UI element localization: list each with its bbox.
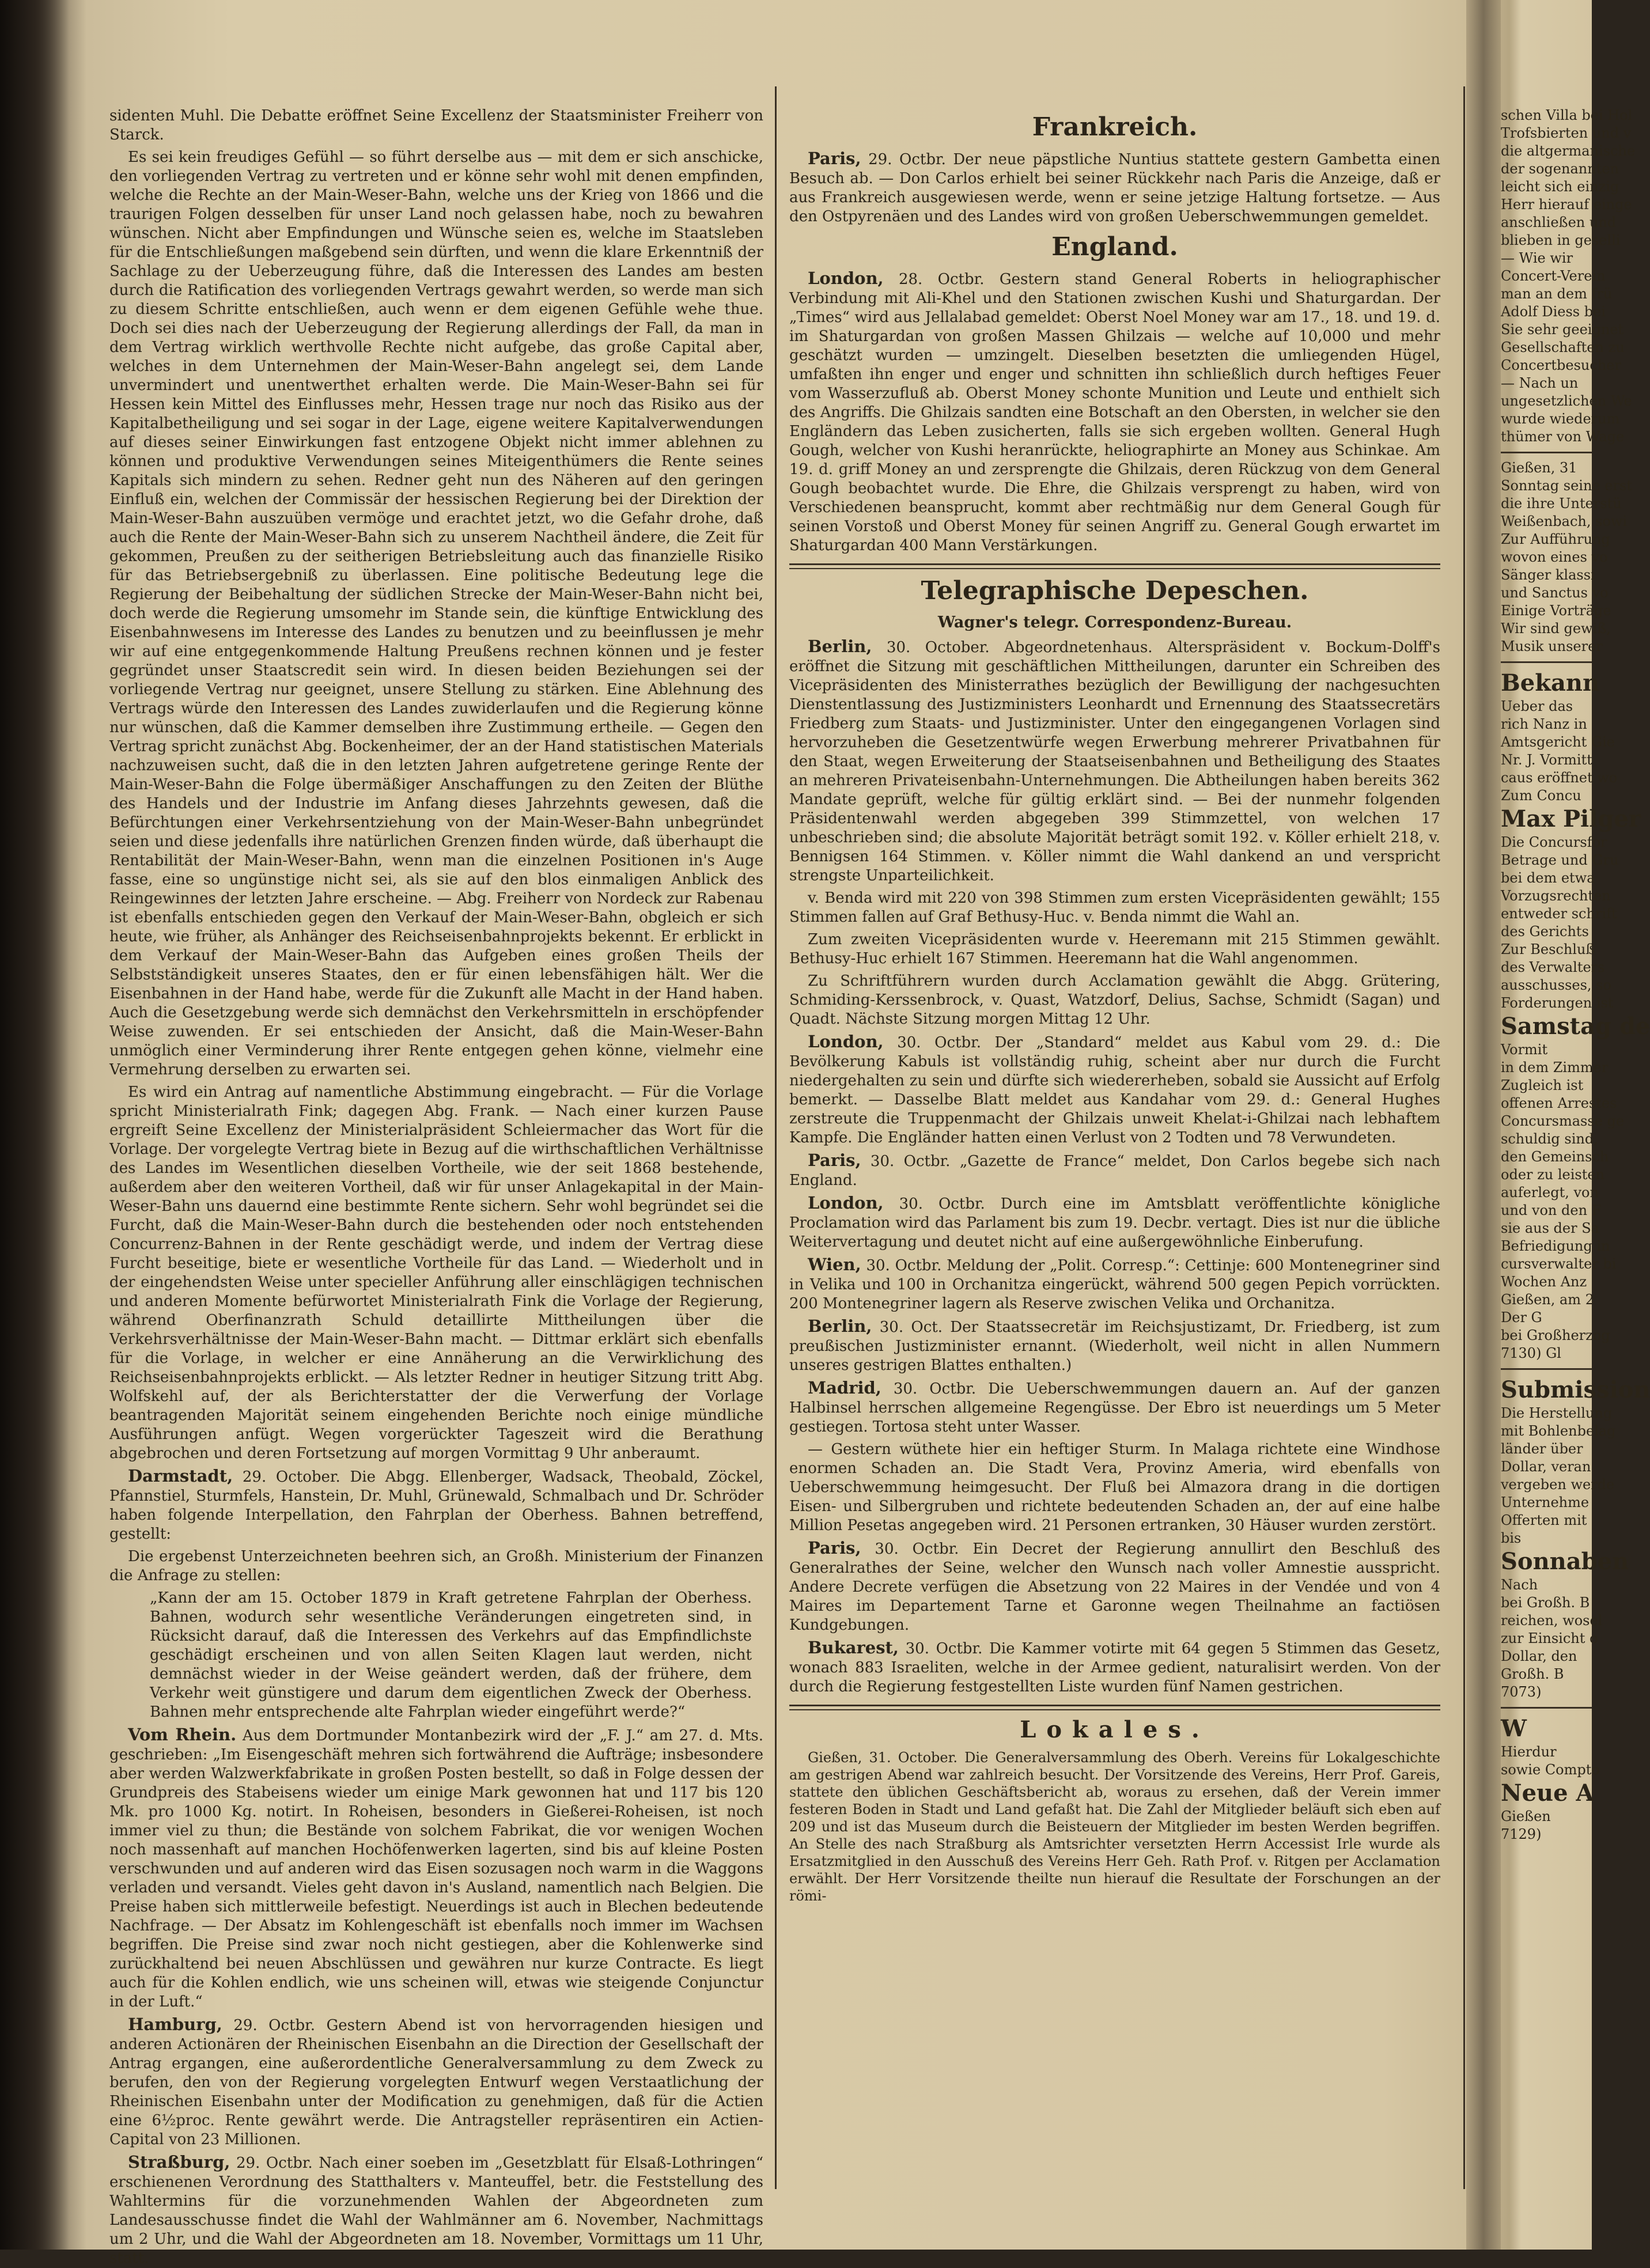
page-gutter-shadow bbox=[1466, 0, 1501, 2250]
article-paragraph: Offerten mit bbox=[1501, 1512, 1587, 1528]
article-paragraph: schuldig sind, bbox=[1501, 1131, 1598, 1147]
article-paragraph: wurde wiederum bbox=[1501, 411, 1620, 427]
article-paragraph: Die ergebenst Unterzeichneten beehren sich, an Großh. Ministerium der Finanzen die Anfrage zu stellen: bbox=[109, 1548, 763, 1584]
article-paragraph: v. Benda wird mit 220 von 398 Stimmen zum ersten Vicepräsidenten gewählt; 155 Stimmen fallen auf Graf Bethusy-Huc. v. Benda nimmt die Wahl an. bbox=[789, 889, 1440, 926]
dateline-paragraph bbox=[789, 1539, 1440, 1635]
cut-heading: Samstag de bbox=[1501, 1013, 1650, 1040]
article-paragraph: Adolf Diess bei bbox=[1501, 304, 1606, 320]
article-paragraph: bei Großherzog bbox=[1501, 1327, 1610, 1343]
section-rule bbox=[1501, 1707, 1592, 1709]
article-paragraph: Sänger klassi bbox=[1501, 567, 1595, 583]
article-paragraph: 7073) bbox=[1501, 1684, 1542, 1700]
article-paragraph: Großh. B bbox=[1501, 1666, 1564, 1682]
article-paragraph: entweder schrift bbox=[1501, 906, 1617, 922]
dateline-paragraph bbox=[109, 2015, 763, 2149]
article-paragraph: des Gerichts bbox=[1501, 923, 1589, 940]
page-fold-shadow bbox=[0, 0, 86, 2250]
article-paragraph: caus eröffnet wo bbox=[1501, 770, 1618, 786]
article-paragraph: bis bbox=[1501, 1530, 1522, 1546]
dateline-text: 30. Octbr. Durch eine im Amtsblatt veröffentlichte königliche Proclamation wird das Parlament bis zum 19. Decbr. vertagt. Dies ist nur die übliche Weitervertagung und deutet nicht auf eine außergewöhnliche Einberufung. bbox=[789, 1195, 1440, 1251]
section-rule bbox=[789, 563, 1440, 569]
section-heading: Telegraphische Depeschen. bbox=[921, 576, 1309, 605]
article-paragraph: den Gemeinsch bbox=[1501, 1149, 1609, 1165]
section-heading: Lokales. bbox=[1020, 1716, 1210, 1743]
article-paragraph: sowie Compto bbox=[1501, 1762, 1600, 1778]
dateline-place: London, bbox=[808, 1032, 884, 1051]
article-paragraph: Einige Vorträge bbox=[1501, 603, 1611, 619]
section-rule bbox=[1501, 661, 1592, 663]
article-paragraph: ungesetzlichen We bbox=[1501, 393, 1632, 409]
article-paragraph: wovon eines vo bbox=[1501, 549, 1608, 565]
cut-heading: W bbox=[1501, 1715, 1527, 1742]
dateline-text: 30. Octbr. „Gazette de France“ meldet, Don Carlos begebe sich nach England. bbox=[789, 1153, 1440, 1189]
article-paragraph: — Wie wir bbox=[1501, 250, 1573, 266]
article-paragraph: Zu Schriftführern wurden durch Acclamation gewählt die Abgg. Grütering, Schmiding-Kerssenbrock, v. Quast, Watzdorf, Delius, Sachse, Schmidt (Sagan) und Quadt. Nächste Sitzung morgen Mittag 12 Uhr. bbox=[789, 972, 1440, 1028]
article-paragraph: des Verwalters bbox=[1501, 959, 1605, 975]
dateline-paragraph bbox=[109, 2153, 763, 2268]
dateline-paragraph bbox=[789, 269, 1440, 555]
column-rule-right bbox=[1463, 86, 1465, 2189]
dateline-paragraph bbox=[789, 149, 1440, 226]
article-paragraph: Amtsgericht Gie bbox=[1501, 734, 1615, 750]
article-paragraph: ausschusses, so bbox=[1501, 977, 1611, 993]
dateline-place: Madrid, bbox=[808, 1378, 881, 1398]
article-paragraph: Concertbesucher bbox=[1501, 357, 1621, 373]
article-paragraph: Ueber das bbox=[1501, 698, 1573, 714]
article-paragraph: Zur Aufführung bbox=[1501, 531, 1610, 547]
article-paragraph: Musik unserer bbox=[1501, 638, 1603, 654]
article-paragraph: Dollar, den bbox=[1501, 1648, 1577, 1664]
dateline-paragraph bbox=[789, 1317, 1440, 1375]
dateline-place: Berlin, bbox=[808, 637, 872, 656]
article-paragraph: oder zu leisten bbox=[1501, 1167, 1605, 1183]
article-paragraph: anschließen und bbox=[1501, 214, 1617, 230]
article-paragraph: reichen, wosel bbox=[1501, 1612, 1603, 1629]
section-heading: England. bbox=[1051, 232, 1178, 262]
article-paragraph: bei Großh. B bbox=[1501, 1595, 1590, 1611]
article-paragraph: Gesellschaften zu bbox=[1501, 339, 1625, 355]
article-paragraph: Nach bbox=[1501, 1577, 1538, 1593]
article-paragraph: Der G bbox=[1501, 1309, 1542, 1326]
article-paragraph: auferlegt, von bbox=[1501, 1184, 1599, 1201]
article-paragraph: und von den F bbox=[1501, 1202, 1602, 1218]
article-paragraph: Weißenbach, sowi bbox=[1501, 513, 1628, 529]
article-paragraph: Unternehme bbox=[1501, 1494, 1590, 1510]
column-right-cut bbox=[1501, 107, 1650, 2186]
article-paragraph: schen Villa bei Hol bbox=[1501, 107, 1633, 123]
article-paragraph: Zugleich ist bbox=[1501, 1077, 1584, 1093]
article-paragraph: man an dem frü bbox=[1501, 286, 1613, 302]
article-paragraph: und Sanctus vo bbox=[1501, 585, 1609, 601]
article-paragraph: Forderungen ist bbox=[1501, 995, 1614, 1011]
article-paragraph: die altgermanische bbox=[1501, 143, 1636, 159]
dateline-text: Aus dem Dortmunder Montanbezirk wird der „F. J.“ am 27. d. Mts. geschrieben: „Im Eisengeschäft mehren sich fortwährend die Aufträge; insbesondere aber werden Walzwerkfabrikate in großen Posten bestellt, so daß in Folge dessen der Grundpreis des Stabeisens wieder um einige Mark gewonnen hat und 117 bis 120 Mk. pro 1000 Kg. notirt. In Roheisen, besonders in Gießerei-Roheisen, ist noch immer viel zu thun; die Bestände von solchem Fabrikat, die vor wenigen Wochen noch massenhaft auf manchen Hochöfenwerken lagerten, sind bis auf kleine Posten verschwunden und auf anderen wird das Eisen sozusagen noch warm in die Waggons verladen und versandt. Vieles geht davon in's Ausland, namentlich nach Belgien. Die Preise haben sich mittlerweile befestigt. Neuerdings ist auch in Blechen bedeutende Nachfrage. — Der Absatz im Kohlengeschäft ist ebenfalls noch immer im Wachsen begriffen. Die Preise sind zwar noch nicht gestiegen, aber die Kohlenwerke sind zurückhaltend bei neuen Abschlüssen und gewähren nur kurze Contracte. Es liegt auch für die Kohlen endlich, wie uns scheinen will, etwas wie steigende Conjunctur in der Luft.“ bbox=[109, 1727, 763, 2010]
article-paragraph: cursverwalter bi bbox=[1501, 1256, 1617, 1272]
section-rule bbox=[1501, 1368, 1592, 1370]
article-paragraph: Gießen bbox=[1501, 1808, 1551, 1824]
article-paragraph: Gießen, 31 bbox=[1501, 460, 1577, 476]
article-paragraph: Zur Beschluß bbox=[1501, 941, 1595, 957]
article-paragraph: 7129) bbox=[1501, 1826, 1542, 1842]
article-paragraph: Concursmasse ge bbox=[1501, 1113, 1625, 1129]
article-paragraph: Dollar, veran bbox=[1501, 1459, 1591, 1475]
dateline-text: 30. Octbr. Der „Standard“ meldet aus Kabul vom 29. d.: Die Bevölkerung Kabuls ist vollständig ruhig, scheint aber nur durch die Furcht niedergehalten zu sein und dürfte sich wiedererheben, sobald sie Aussicht auf Erfolg bemerkt. — Dasselbe Blatt meldet aus Kandahar vom 29. d.: General Hughes zerstreute die Truppenmacht der Ghilzais unweit Khelat-i-Ghilzai nach lebhaftem Kampfe. Die Engländer hatten einen Verlust von 2 Todten und 78 Verwundeten. bbox=[789, 1034, 1440, 1146]
dateline-text: 30. Octbr. Die Ueberschwemmungen dauern an. Auf der ganzen Halbinsel herrschen allgemeine Regengüsse. Der Ebro ist neuerdings um 5 Meter gestiegen. Tortosa steht unter Wasser. bbox=[789, 1380, 1440, 1436]
article-paragraph: der sogenannten bbox=[1501, 161, 1619, 177]
article-paragraph: zur Einsicht o bbox=[1501, 1630, 1598, 1646]
dateline-text: 29. Octbr. Gestern Abend ist von hervorragenden hiesigen und anderen Actionären der Rheinischen Eisenbahn an die Direction der Gesellschaft der Antrag ergangen, eine außerordentliche Generalversammlung zu dem Zweck zu berufen, den von der Regierung vorgelegten Entwurf wegen Verstaatlichung der Rheinischen Eisenbahn unter der Modification zu genehmigen, daß für die Actien eine 6½proc. Rente gewährt werde. Die Antragsteller repräsentiren ein Actien-Capital von 23 Millionen. bbox=[109, 2017, 763, 2148]
dateline-text: 30. October. Abgeordnetenhaus. Alterspräsident v. Bockum-Dolff's eröffnet die Sitzung mit geschäftlichen Mittheilungen, darunter ein Schreiben des Vicepräsidenten des Ministerrathes bezüglich der Bewilligung der nachgesuchten Dienstentlassung des Justizministers Leonhardt und Ernennung des Staatssecretärs Friedberg zum Staats- und Justizminister. Unter den eingegangenen Vorlagen sind hervorzuheben die Gesetzentwürfe wegen Erwerbung mehrerer Privatbahnen für den Staat, wegen Erweiterung der Staatseisenbahnen und Betheiligung des Staates an mehreren Privateisenbahn-Unternehmungen. Die Abtheilungen haben bereits 362 Mandate geprüft, welche für gültig erklärt sind. — Bei der nunmehr folgenden Präsidentenwahl werden abgegeben 399 Stimmzettel, von welchen 17 unbeschrieben sind; die absolute Majorität beträgt somit 192. v. Köller erhielt 218, v. Bennigsen 164 Stimmen. v. Köller nimmt die Wahl dankend an und verspricht strengste Unparteilichkeit. bbox=[789, 639, 1440, 884]
article-paragraph: Zum Concu bbox=[1501, 787, 1581, 804]
section-rule bbox=[789, 1705, 1440, 1710]
article-paragraph: in dem Zimmer bbox=[1501, 1059, 1609, 1076]
dateline-text: 30. Octbr. Die Kammer votirte mit 64 gegen 5 Stimmen das Gesetz, wonach 883 Israeliten, welche in der Armee gedient, naturalisirt werden. Von der durch die Regierung festgestellten Liste wurden fünf Namen gestrichen. bbox=[789, 1640, 1440, 1695]
article-paragraph: Concert-Verein bbox=[1501, 268, 1606, 284]
article-paragraph: Hierdur bbox=[1501, 1744, 1557, 1760]
dateline-text: 30. Oct. Der Staatssecretär im Reichsjustizamt, Dr. Friedberg, ist zum preußischen Justizminister ernannt. (Wiederholt, weil nicht in allen Nummern unseres gestrigen Blattes enthalten.) bbox=[789, 1319, 1440, 1374]
column-middle bbox=[789, 107, 1440, 2186]
article-paragraph: — Gestern wüthete hier ein heftiger Sturm. In Malaga richtete eine Windhose enormen Schaden an. Die Stadt Vera, Provinz Ameria, wird ebenfalls von Ueberschwemmung heimgesucht. Der Fluß bei Almazora drang in die dortigen Eisen- und Silbergruben und richtete bedeutenden Schaden an, der auf eine halbe Million Pesetas angegeben wird. 21 Personen ertranken, 30 Häuser wurden zerstört. bbox=[789, 1441, 1440, 1534]
article-paragraph: Gießen, 31. October. Die Generalversammlung des Oberh. Vereins für Lokalgeschichte am gestrigen Abend war zahlreich besucht. Der Vorsitzende des Vereins, Herr Prof. Gareis, stattete den üblichen Geschäftsbericht ab, woraus zu ersehen, daß der Verein immer festeren Boden in Stadt und Land gefaßt hat. Die Zahl der Mitglieder beläuft sich eben auf 209 und ist das Museum durch die Beisteuern der Mitglieder im besten Werden begriffen. An Stelle des nach Straßburg als Amtsrichter versetzten Herrn Accessist Irle wurde als Ersatzmitglied in den Ausschuß des Vereins Herr Geh. Rath Prof. v. Ritgen per Acclamation erwählt. Der Herr Vorsitzende theilte nun hierauf die Resultate der Forschungen an der römi- bbox=[789, 1750, 1440, 1904]
dateline-paragraph bbox=[789, 1194, 1440, 1252]
dateline-paragraph bbox=[109, 1725, 763, 2012]
dateline-paragraph bbox=[789, 1379, 1440, 1437]
section-heading: Frankreich. bbox=[1032, 112, 1198, 142]
cut-heading: Submission bbox=[1501, 1376, 1650, 1403]
article-paragraph: Vorzugsrechten bbox=[1501, 888, 1611, 904]
article-paragraph: Zum zweiten Vicepräsidenten wurde v. Heeremann mit 215 Stimmen gewählt. Bethusy-Huc erhielt 167 Stimmen. Heeremann hat die Wahl angenommen. bbox=[789, 931, 1440, 967]
dateline-place: London, bbox=[808, 1193, 884, 1213]
article-paragraph: mit Bohlenbelag bbox=[1501, 1423, 1616, 1439]
article-paragraph: Trofsbierten und v bbox=[1501, 125, 1632, 141]
article-paragraph: Wochen Anz bbox=[1501, 1274, 1587, 1290]
article-paragraph: Betrage und Gru bbox=[1501, 852, 1619, 868]
article-paragraph: Vormit bbox=[1501, 1042, 1548, 1058]
article-paragraph: blieben in geselli bbox=[1501, 232, 1621, 248]
article-paragraph: Sie sehr geeignet bbox=[1501, 321, 1624, 338]
article-paragraph: rich Nanz in bbox=[1501, 716, 1587, 732]
dateline-place: Paris, bbox=[808, 1150, 861, 1170]
article-paragraph: Wir sind gewiß, bbox=[1501, 620, 1611, 637]
cut-heading: Sonnaben bbox=[1501, 1548, 1629, 1575]
dateline-text: 29. October. Die Abgg. Ellenberger, Wadsack, Theobald, Zöckel, Pfannstiel, Sturmfels, Hanstein, Dr. Muhl, Grünewald, Schmalbach und Dr. Schröder haben folgende Interpellation, den Fahrplan der Oberhess. Bahnen betreffend, gestellt: bbox=[109, 1468, 763, 1543]
article-paragraph: thümer von Wage bbox=[1501, 429, 1625, 445]
dateline-place: Hamburg, bbox=[128, 2015, 222, 2034]
article-paragraph: Gießen, am 2 bbox=[1501, 1292, 1594, 1308]
dateline-text: 30. Octbr. Ein Decret der Regierung annullirt den Beschluß des Generalrathes der Seine, welcher den Wunsch nach voller Amnestie ausspricht. Andere Decrete verfügen die Absetzung von 22 Maires in der Vendée und von 4 Maires im Departement Tarne et Garonne wegen Theilnahme an factiösen Kundgebungen. bbox=[789, 1540, 1440, 1634]
cut-heading: Neue A bbox=[1501, 1779, 1594, 1807]
cut-heading: Max Pilger bbox=[1501, 805, 1641, 832]
article-paragraph: 7130) Gl bbox=[1501, 1345, 1561, 1361]
dateline-paragraph bbox=[789, 1638, 1440, 1697]
article-paragraph: sidenten Muhl. Die Debatte eröffnet Seine Excellenz der Staatsminister Freiherr von Starck. bbox=[109, 107, 763, 143]
dateline-place: Berlin, bbox=[808, 1316, 872, 1336]
article-paragraph: offenen Arrestes bbox=[1501, 1095, 1617, 1111]
dateline-paragraph bbox=[789, 637, 1440, 885]
article-paragraph: Die Herstellung bbox=[1501, 1405, 1613, 1421]
column-left bbox=[109, 107, 764, 2267]
dateline-text: 29. Octbr. Nach einer soeben im „Gesetzblatt für Elsaß-Lothringen“ erschienenen Verordnung des Statthalters v. Manteuffel, betr. die Feststellung des Wahltermins für die vorzunehmenden Wahlen der Abgeordneten zum Landesausschusse findet die Wahl der Wahlmänner am 6. November, Nachmittags um 2 Uhr, und die Wahl der Abgeordneten am 18. November, Vormittags um 11 Uhr, statt. bbox=[109, 2155, 763, 2267]
article-paragraph: Herr hierauf einge bbox=[1501, 196, 1632, 213]
article-paragraph: Nr. J. Vormitt bbox=[1501, 752, 1592, 768]
dateline-place: Wien, bbox=[808, 1255, 861, 1274]
dateline-place: Paris, bbox=[808, 149, 861, 168]
article-paragraph: Es sei kein freudiges Gefühl — so führt derselbe aus — mit dem er sich anschicke, den vorliegenden Vertrag zu vertreten und er könne sehr wohl mit denen empfinden, welche die Rechte an der Main-Weser-Bahn, welche uns der Krieg von 1866 und die traurigen Folgen desselben für unser Land noch gelassen habe, noch zu bewahren wünschen. Nicht aber Empfindungen und Wünsche seien es, welche im Staatsleben für die Entschließungen maßgebend sein dürften, und wenn die klare Erkenntniß der Sachlage zu der Ueberzeugung führe, daß die Interessen des Landes am besten durch die Ratification des vorliegenden Vertrags gewahrt werden, so werde man sich zu diesem Schritte entschließen, auch wenn er dem eigenen Gefühle wehe thue. Doch sei dies nach der Ueberzeugung der Regierung allerdings der Fall, da man in dem Vertrag wirklich werthvolle Rechte nicht aufgebe, das große Capital aber, welches in dem Unternehmen der Main-Weser-Bahn angelegt sei, dem Lande unvermindert und unentwerthet erhalten werde. Die Main-Weser-Bahn sei für Hessen kein Mittel des Einflusses mehr, Hessen trage nur noch das Risiko aus der Kapitalbetheiligung und sei sogar in der Lage, eigene weitere Kapitalverwendungen auf dieses seiner Einwirkungen fast entzogene Objekt nicht immer ablehnen zu können und produktive Verwendungen seines Miteigenthümers die Rente seines Kapitals sich mindern zu sehen. Redner geht nun des Näheren auf den geringen Einfluß ein, welchen der Commissär der hessischen Regierung bei der Direktion der Main-Weser-Bahn auszuüben vermöge und erachtet jetzt, wo die Gefahr drohe, daß auch die Rente der Main-Weser-Bahn sich zu unserem Nachtheil ändere, die Zeit für gekommen, Preußen zu der seitherigen Betriebsleitung auch das finanzielle Risiko für das Betriebsergebniß zu überlassen. Eine politische Bedeutung lege die Regierung der Beibehaltung der südlichen Strecke der Main-Weser-Bahn nicht bei, doch werde die Regierung umsomehr im Stande sein, die künftige Entwicklung des Eisenbahnwesens im Interesse des Landes zu benutzen und zu beeinflussen je mehr wir auf eine entgegenkommende Haltung Preußens rechnen können und je fester gegründet unser Staatscredit sein wird. In diesen beiden Beziehungen sei der vorliegende Vertrag nur geeignet, unsere Stellung zu stärken. Eine Ablehnung des Vertrags würde den Interessen des Landes zuwiderlaufen und die Regierung könne nur wünschen, daß die Kammer demselben ihre Zustimmung ertheile. — Gegen den Vertrag spricht zunächst Abg. Bockenheimer, der an der Hand statistischen Materials nachzuweisen sucht, daß die in den letzten Jahren aufgetretene geringe Rente der Main-Weser-Bahn die Folge übermäßiger Anschaffungen zu den Zeiten der Blüthe des Handels und der Industrie im Anfang dieses Jahrzehnts gewesen, daß die Befürchtungen einer Verkehrsentziehung von der Main-Weser-Bahn unbegründet seien und diese jedenfalls ihre natürlichen Grenzen finden würde, daß überhaupt die Rentabilität der Main-Weser-Bahn, wenn man die einzelnen Positionen in's Auge fasse, eine so ungünstige nicht sei, als sie auf den blos einmaligen Anblick des Reingewinnes der letzten Jahre erscheine. — Abg. Freiherr von Nordeck zur Rabenau ist ebenfalls entschieden gegen den Verkauf der Main-Weser-Bahn, obgleich er sich heute, wie früher, als Anhänger des Reichseisenbahnprojekts bekennt. Er erblickt in dem Verkauf der Main-Weser-Bahn das Aufgeben eines großen Theils der Selbstständigkeit unseres Staates, den er für einen lebensfähigen hält. Wer die Eisenbahnen in der Hand habe, werde für die Zukunft alle Macht in der Hand haben. Auch die Gesetzgebung werde sich demnächst den Verkehrsmitteln in erschöpfender Weise zuwenden. Er sei entschieden der Ansicht, daß die Main-Weser-Bahn unmöglich einer Verminderung ihrer Rente entgegen gehen könne, vielmehr eine Vermehrung derselben zu erwarten sei. bbox=[109, 149, 764, 1078]
dateline-text: 30. Octbr. Meldung der „Polit. Corresp.“: Cettinje: 600 Montenegriner sind in Velika und 100 in Orchanitza eingerückt, während 500 gegen Pepich vorrückten. 200 Montenegriner lagern als Reserve zwischen Velika und Orchanitza. bbox=[789, 1257, 1440, 1312]
dateline-place: Bukarest, bbox=[808, 1638, 899, 1657]
dateline-text: 28. Octbr. Gestern stand General Roberts in heliographischer Verbindung mit Ali-Khel und den Stationen zwischen Kushi und Shaturgardan. Der „Times“ wird aus Jellalabad gemeldet: Oberst Noel Money war am 17., 18. und 19. d. im Shaturgardan von großen Massen Ghilzais — welche auf 10,000 und mehr geschätzt wurden — umzingelt. Dieselben besetzten die umliegenden Hügel, umfaßten ihn enger und enger und schnitten ihn schließlich durch heftiges Feuer vom Wasserzufluß ab. Oberst Money schonte Munition und Leute und enthielt sich des Angriffs. Die Ghilzais sandten eine Botschaft an den Obersten, in welcher sie den Engländern das Leben zusicherten, falls sie sich ergeben wollten. General Hugh Gough, welcher von Kushi heranrückte, heliographirte an Money aus Schinkae. Am 19. d. griff Money an und zersprengte die Ghilzais, deren Rückzug von dem General Gough beobachtet wurde. Die Ehre, die Ghilzais versprengt zu haben, wird von Verschiedenen beansprucht, kommt aber rechtmäßig nur dem General Gough für seinen Vorstoß und Oberst Money für seinen Angriff zu. General Gough erwartet im Shaturgardan 400 Mann Verstärkungen. bbox=[789, 271, 1440, 554]
dateline-paragraph bbox=[109, 1467, 763, 1544]
article-paragraph: „Kann der am 15. October 1879 in Kraft getretene Fahrplan der Oberhess. Bahnen, wodurch sehr wesentliche Veränderungen eingetreten sind, in Rücksicht darauf, daß die Interessen des Verkehrs auf das Empfindlichste geschädigt erscheinen und von allen Seiten Klagen laut werden, nicht demnächst wieder in der Weise geändert werden, daß der frühere, dem Verkehr weit günstigere und darum dem eigentlichen Zweck der Oberhess. Bahnen mehr entsprechende alte Fahrplan wieder eingeführt werde?“ bbox=[150, 1589, 752, 1721]
article-paragraph: Befriedigung in bbox=[1501, 1238, 1610, 1254]
article-paragraph: bei dem etwa bbox=[1501, 870, 1595, 886]
dateline-text: 29. Octbr. Der neue päpstliche Nuntius stattete gestern Gambetta einen Besuch ab. — Don Carlos erhielt bei seiner Rückkehr nach Paris die Anzeige, daß er aus Frankreich ausgewiesen werde, wenn er seine jetzige Haltung fortsetze. — Aus den Ostpyrenäen und des Landes wird von großen Ueberschwemmungen gemeldet. bbox=[789, 151, 1440, 225]
dateline-place: Straßburg, bbox=[128, 2152, 230, 2172]
article-paragraph: sie aus der Sa bbox=[1501, 1220, 1599, 1236]
article-paragraph: Es wird ein Antrag auf namentliche Abstimmung eingebracht. — Für die Vorlage spricht Ministerialrath Fink; dagegen Abg. Frank. — Nach einer kurzen Pause ergreift Seine Excellenz der Ministerialpräsident Schleiermacher das Wort für die Vorlage. Der vorgelegte Vertrag biete in Bezug auf die wirthschaftlichen Verhältnisse des Landes im Wesentlichen dieselben Vortheile, wie der seit 1868 bestehende, außerdem aber den weiteren Vortheil, daß wir für unser Anlagekapital in der Main-Weser-Bahn uns dauernd eine bestimmte Rente sichern. Sehr wohl begründet sei die Furcht, daß die Main-Weser-Bahn durch die bestehenden oder noch entstehenden Concurrenz-Bahnen in der Rente geschädigt werde, und indem der Vertrag diese Furcht beseitige, biete er wesentliche Vortheile für das Land. — Wiederholt und in der eingehendsten Weise unter specieller Anführung aller einschlägigen technischen und anderen Momente befürwortet Ministerialrath Fink die Vorlage der Regierung, während Oberfinanzrath Schuld detaillirte Mittheilungen über die Verkehrsverhältnisse der Main-Weser-Bahn macht. — Dittmar erklärt sich ebenfalls für die Vorlage, in welcher er eine Annäherung an die Verwirklichung des Reichseisenbahnprojekts erblickt. — Als letzter Redner in heutiger Sitzung tritt Abg. Wolfskehl auf, der als Berichterstatter der die Verwerfung der Vorlage beantragenden Majorität seinem eingehenden Berichte noch einige mündliche Ausführungen anfügt. Wegen vorgerückter Tageszeit wird die Berathung abgebrochen und deren Fortsetzung auf morgen Vormittag 9 Uhr anberaumt. bbox=[109, 1084, 763, 1462]
dateline-paragraph bbox=[789, 1032, 1440, 1148]
article-paragraph: — Nach un bbox=[1501, 375, 1579, 391]
cut-heading: Bekann bbox=[1501, 669, 1600, 696]
column-rule-left bbox=[775, 86, 777, 2189]
dateline-paragraph bbox=[789, 1255, 1440, 1313]
dateline-place: Paris, bbox=[808, 1538, 861, 1558]
article-paragraph: die ihre Unterstü bbox=[1501, 495, 1622, 512]
dateline-paragraph bbox=[789, 1151, 1440, 1190]
dateline-place: Darmstadt, bbox=[128, 1466, 233, 1486]
article-paragraph: vergeben werde bbox=[1501, 1476, 1615, 1493]
dateline-place: London, bbox=[808, 268, 884, 288]
dateline-place: Vom Rhein. bbox=[128, 1725, 237, 1744]
article-paragraph: länder über bbox=[1501, 1441, 1583, 1457]
section-rule bbox=[1501, 452, 1592, 453]
section-subheading: Wagner's telegr. Correspondenz-Bureau. bbox=[937, 614, 1292, 631]
article-paragraph: Sonntag seine erst bbox=[1501, 478, 1632, 494]
article-paragraph: Die Concursfor bbox=[1501, 834, 1607, 850]
article-paragraph: leicht sich einzig bbox=[1501, 179, 1619, 195]
